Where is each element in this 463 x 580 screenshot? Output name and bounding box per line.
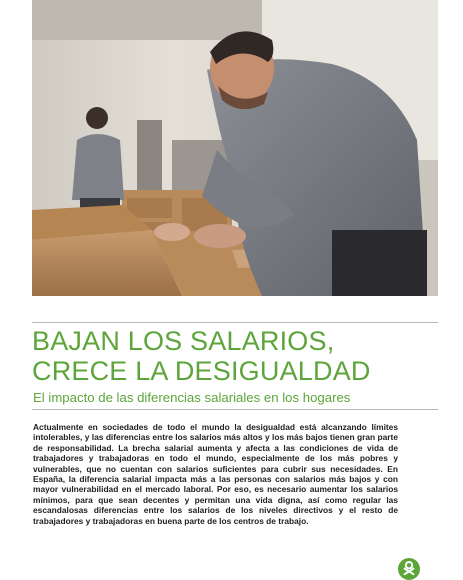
divider-bottom	[32, 409, 438, 410]
intro-paragraph: Actualmente en sociedades de todo el mundo la desigualdad está alcanzando límites intolerables, y las diferencias entre los salarios más altos y los más bajos tienen gran parte de responsabilidad. La brecha salarial aumenta y afecta a las condiciones de vida de trabajadores y trabajadoras en todo el mundo, especialmente de los más pobres y vulnerables, que no cuentan con salarios suficientes para cubrir sus necesidades. En España, la diferencia salarial impacta más a las personas con salarios más bajos y con mayor vulnerabilidad en el mercado laboral. Por eso, es necesario aumentar los salarios mínimos, para que sean decentes y permitan una vida digna, así como regular las escandalosas diferencias entre los salarios de los niveles directivos y el resto de trabajadores y trabajadoras en buena parte de los centros de trabajo.	[33, 422, 398, 526]
divider-top	[32, 322, 438, 323]
page-title	[32, 326, 452, 386]
headline-line-2: CRECE LA DESIGUALDAD	[32, 356, 371, 386]
oxfam-logo-icon	[398, 558, 420, 580]
headline-line-1: BAJAN LOS SALARIOS,	[32, 326, 335, 356]
subtitle: El impacto de las diferencias salariales en los hogares	[33, 390, 351, 405]
cover-photo-carpenter-workshop	[32, 0, 438, 296]
